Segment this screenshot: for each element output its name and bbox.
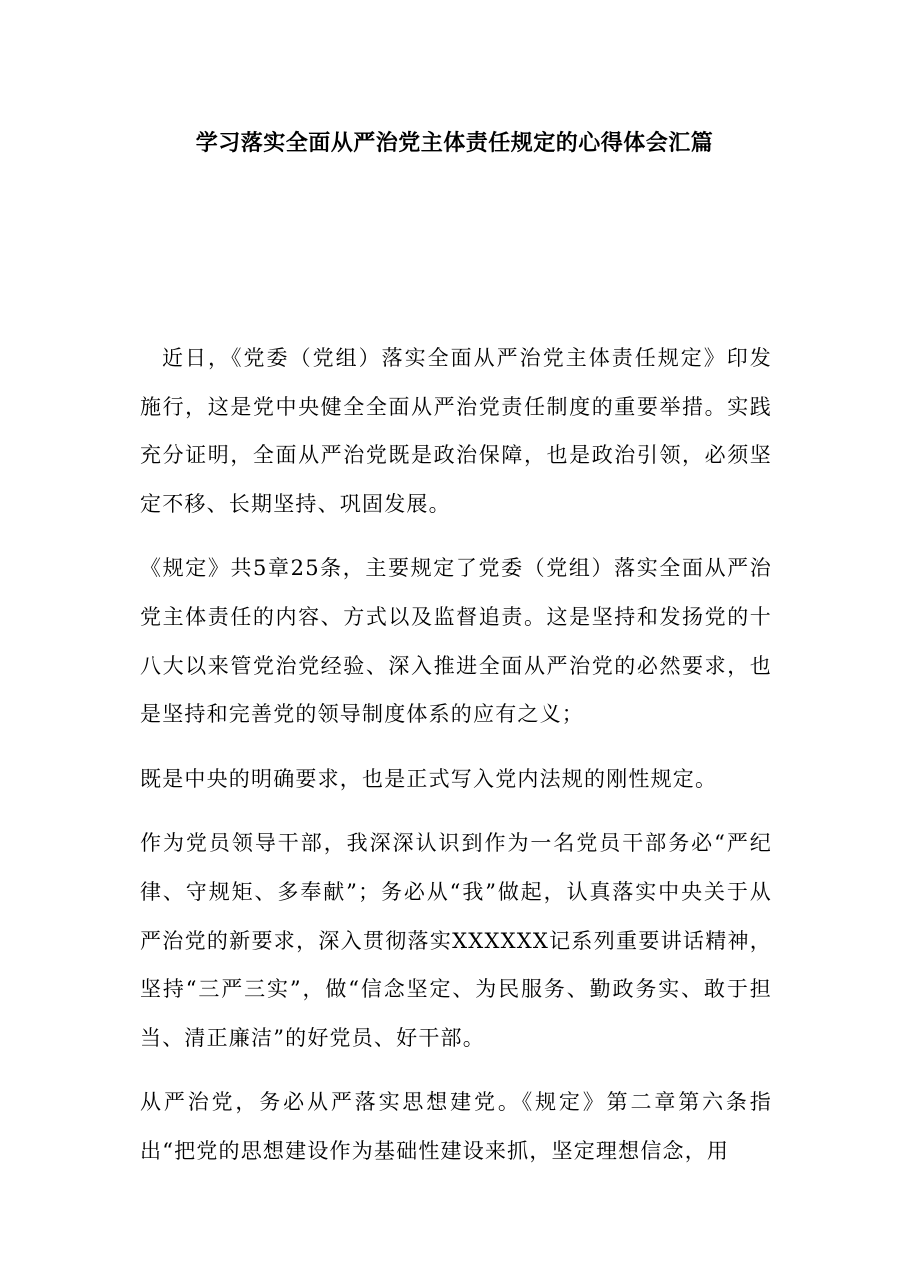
paragraph-central-requirement: 既是中央的明确要求，也是正式写入党内法规的刚性规定。 xyxy=(140,766,718,791)
paragraph-personal-reflection: 作为党员领导干部，我深深认识到作为一名党员干部务必“严纪律、守规矩、多奉献”；务必从“我”做起，认真落实中央关于从严治党的新要求，深入贯彻落实XXXXXX记系列重要讲话精神，坚持“三严三实”，做“信念坚定、为民服务、勤政务实、敢于担当、清正廉洁”的好党员、好干部。 xyxy=(140,831,772,1050)
paragraph-regulation-summary: 《规定》共5章25条，主要规定了党委（党组）落实全面从严治党主体责任的内容、方式以及监督追责。这是坚持和发扬党的十八大以来管党治党经验、深入推进全面从严治党的必然要求，也是坚持和完善党的领导制度体系的应有之义； xyxy=(140,556,772,727)
document-title: 学习落实全面从严治党主体责任规定的心得体会汇篇 xyxy=(195,131,714,156)
paragraph-intro: 近日，《党委（党组）落实全面从严治党主体责任规定》印发施行，这是党中央健全全面从严治党责任制度的重要举措。实践充分证明，全面从严治党既是政治保障，也是政治引领，必须坚定不移、长期坚持、巩固发展。 xyxy=(140,346,772,516)
paragraph-ideological-building: 从严治党，务必从严落实思想建党。《规定》第二章第六条指出“把党的思想建设作为基础性建设来抓，坚定理想信念，用 xyxy=(140,1090,772,1163)
document-body xyxy=(140,334,772,1192)
